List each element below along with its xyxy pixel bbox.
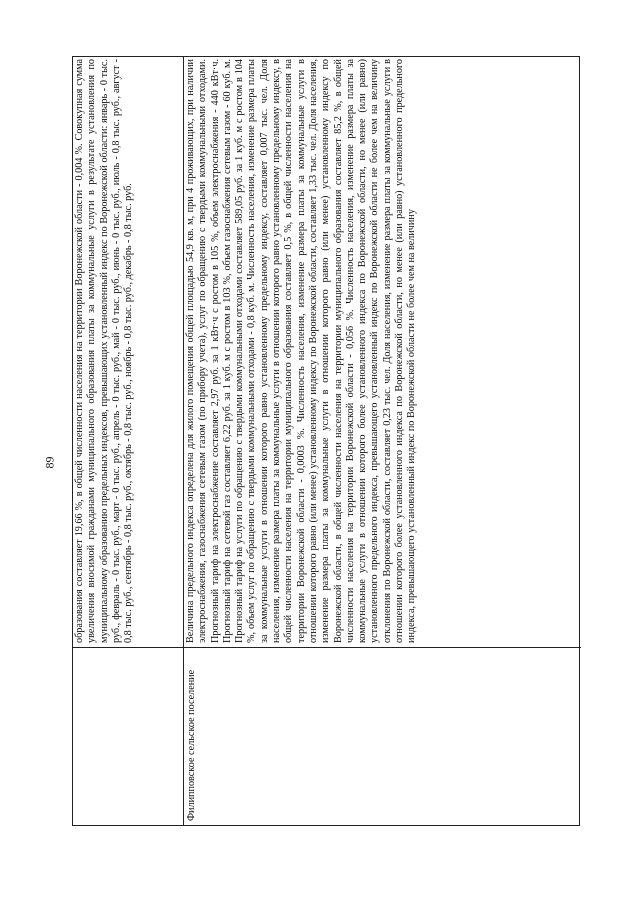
description-cell: образования составляет 19,66 %, в общей численности населения на территории Воронежской области - 0,004 %. Совокупная сумма увеличения вносимой гражданами муниципального образования платы за коммунальные услуги в результате установления по муниципальному образованию предельных индексов, превышающих установленный индекс по Воронежской области: январь - 0 тыс. руб., февраль - 0 тыс. руб., март - 0 тыс. руб., апрель - 0 тыс. руб., май - 0 тыс. руб., июнь - 0 тыс. руб., июль - 0,8 тыс. руб., август - 0,8 тыс. руб., сентябрь - 0,8 тыс. руб., октябрь - 0,8 тыс. руб., ноябрь - 0,8 тыс. руб., декабрь - 0,8 тыс. руб.: [74, 59, 135, 643]
municipality-cell: [73, 647, 183, 825]
rotated-table-wrapper: [72, 56, 580, 826]
table-row: [73, 57, 184, 825]
page-number: 89: [42, 456, 57, 469]
description-cell: Величина предельного индекса определена для жилого помещения общей площадью 54,9 кв. м, при 4 проживающих, при наличии электроснабжения, газоснабжения сетевым газом (по прибору учета), услуг по обращению с твердыми коммунальными отходами. Прогнозный тариф на электроснабжение составляет 2,97 руб. за 1 кВт·ч с ростом в 105 %, объем электроснабжения - 440 кВт·ч. Прогнозный тариф на сетевой газ составляет 6,22 руб. за 1 куб. м с ростом в 103 %, объем газоснабжения сетевым газом - 60 куб. м. Прогнозный тариф на услуги по обращению с твердыми коммунальными отходами составляет 589,05 руб. за 1 куб. м с ростом в 104 %, объем услуг по обращению с твердыми коммунальными отходами - 0,8 куб. м. Численность населения, изменение размера платы за коммунальные услуги в отношении которого равно установленному предельному индексу, составляет 0,007 тыс. чел. Доля населения, изменение размера платы за коммунальные услуги в отношении которого равно установленному предельному индексу, в общей численности населения на территории муниципального образования составляет 0,5 %, в общей численности населения на территории Воронежской области - 0,0003 %. Численность населения, изменение размера платы за коммунальные услуги в отношении которого равно (или менее) установленному индексу по Воронежской области, составляет 1,33 тыс. чел. Доля населения, изменение размера платы за коммунальные услуги в отношении которого равно (или менее) установленному индексу по Воронежской области, в общей численности населения на территории муниципального образования составляет 85,2 %, в общей численности населения на территории Воронежской области - 0,056 %. Численность населения, изменение размера платы за коммунальные услуги в отношении которого более установленного индекса по Воронежской области, но менее (или равно) установленного предельного индекса, превышающего установленный индекс по Воронежской области не более чем на величину отклонения по Воронежской области, составляет 0,23 тыс. чел. Доля населения, изменение размера платы за коммунальные услуги в отношении которого более установленного индекса по Воронежской области, но менее (или равно) установленного предельного индекса, превышающего установленный индекс по Воронежской области не более чем на величину: [185, 59, 418, 643]
table-row: [184, 57, 581, 825]
data-table: [72, 56, 580, 826]
municipality-cell: Филипповское сельское поселение: [184, 647, 581, 825]
